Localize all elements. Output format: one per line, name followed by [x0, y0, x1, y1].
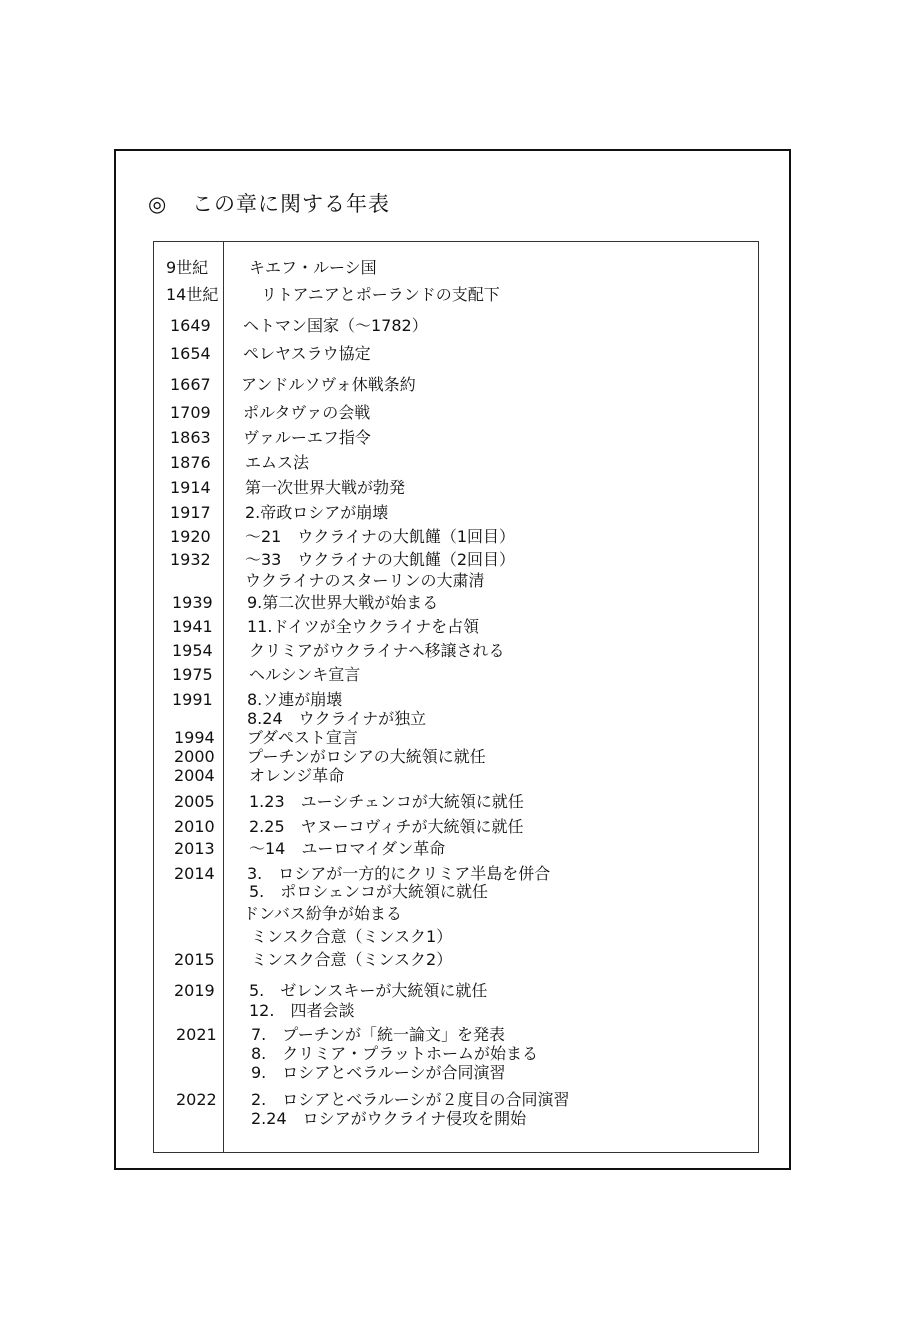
title-text: この章に関する年表 [192, 192, 390, 216]
event-text: キエフ・ルーシ国 [249, 258, 377, 277]
year-cell: 2019 [174, 981, 215, 1000]
event-text: 3. ロシアが一方的にクリミア半島を併合 [247, 864, 551, 883]
year-cell: 1920 [170, 527, 211, 546]
year-cell: 2000 [174, 747, 215, 766]
event-text: アンドルソヴォ休戦条約 [241, 375, 416, 394]
year-cell: 1914 [170, 478, 211, 497]
event-text: 8.ソ連が崩壊 [247, 690, 343, 709]
year-cell: 2004 [174, 766, 215, 785]
year-cell: 2005 [174, 792, 215, 811]
event-text: 2.帝政ロシアが崩壊 [245, 503, 389, 522]
event-text: 8. クリミア・プラットホームが始まる [251, 1044, 538, 1063]
event-text: 2. ロシアとベラルーシが２度目の合同演習 [251, 1090, 570, 1109]
year-cell: 1954 [172, 641, 213, 660]
event-text: ヘトマン国家（～1782） [243, 316, 428, 335]
year-cell: 14世紀 [166, 285, 219, 304]
event-text: ～33 ウクライナの大飢饉（2回目） [245, 550, 516, 569]
event-text: ペレヤスラウ協定 [243, 344, 371, 363]
event-text: 11.ドイツが全ウクライナを占領 [247, 617, 480, 636]
event-text: ヘルシンキ宣言 [249, 665, 361, 684]
event-text: ～21 ウクライナの大飢饉（1回目） [245, 527, 516, 546]
event-text: 5. ゼレンスキーが大統領に就任 [249, 981, 488, 1000]
year-cell: 2022 [176, 1090, 217, 1109]
event-text: ポルタヴァの会戦 [243, 403, 371, 422]
chapter-timeline-title [148, 188, 390, 218]
year-cell: 1941 [172, 617, 213, 636]
event-text: ドンバス紛争が始まる [243, 904, 402, 923]
year-cell: 1994 [174, 728, 215, 747]
event-text: 2.24 ロシアがウクライナ侵攻を開始 [251, 1109, 527, 1128]
year-cell: 2021 [176, 1025, 217, 1044]
year-cell: 1649 [170, 316, 211, 335]
year-cell: 1667 [170, 375, 211, 394]
year-cell: 1991 [172, 690, 213, 709]
event-text: 9.第二次世界大戦が始まる [247, 593, 439, 612]
event-text: ヴァルーエフ指令 [243, 428, 371, 447]
event-text: 8.24 ウクライナが独立 [247, 709, 427, 728]
event-text: 12. 四者会談 [249, 1001, 355, 1020]
event-text: 7. プーチンが「統一論文」を発表 [251, 1025, 505, 1044]
event-text: クリミアがウクライナへ移譲される [249, 641, 505, 660]
year-cell: 2010 [174, 817, 215, 836]
event-text: ミンスク合意（ミンスク1） [251, 927, 453, 946]
year-cell: 1876 [170, 453, 211, 472]
year-cell: 1654 [170, 344, 211, 363]
event-text: 9. ロシアとベラルーシが合同演習 [251, 1063, 506, 1082]
event-text: プーチンがロシアの大統領に就任 [247, 747, 486, 766]
year-cell: 1939 [172, 593, 213, 612]
event-text: 2.25 ヤヌーコヴィチが大統領に就任 [249, 817, 524, 836]
event-text: オレンジ革命 [249, 766, 345, 785]
year-cell: 2014 [174, 864, 215, 883]
column-divider [223, 241, 224, 1153]
year-cell: 1932 [170, 550, 211, 569]
event-text: ブダペスト宣言 [247, 728, 358, 747]
year-cell: 2013 [174, 839, 215, 858]
event-text: ミンスク合意（ミンスク2） [251, 950, 453, 969]
event-text: リトアニアとポーランドの支配下 [261, 285, 500, 304]
year-cell: 1863 [170, 428, 211, 447]
event-text: 5. ポロシェンコが大統領に就任 [249, 882, 488, 901]
event-text: 第一次世界大戦が勃発 [245, 478, 406, 497]
year-cell: 9世紀 [166, 258, 209, 277]
year-cell: 1975 [172, 665, 213, 684]
year-cell: 1709 [170, 403, 211, 422]
event-text: ～14 ユーロマイダン革命 [249, 839, 446, 858]
year-cell: 1917 [170, 503, 211, 522]
event-text: エムス法 [245, 453, 310, 472]
year-cell: 2015 [174, 950, 215, 969]
event-text: 1.23 ユーシチェンコが大統領に就任 [249, 792, 524, 811]
double-circle-icon: ◎ [148, 192, 168, 216]
event-text: ウクライナのスターリンの大粛清 [245, 571, 485, 590]
